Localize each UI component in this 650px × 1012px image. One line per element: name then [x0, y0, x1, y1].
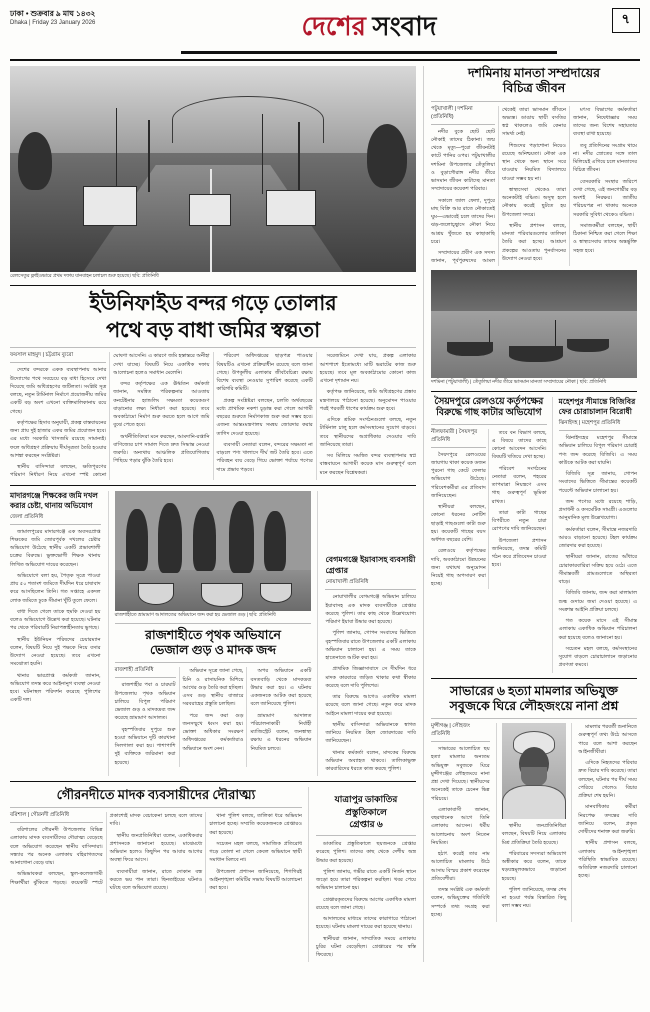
savar-col-1	[431, 723, 490, 922]
syedpur-body	[431, 429, 547, 589]
paragraph: সরেজমিনে দেখা যায়, প্রকল্প এলাকার আশপাশে ইতোমধ্যে মাটি ভরাটের কাজ শুরু হয়েছে। তবে মূল অবকাঠামোর কোনো কাজ এখনো দৃশ্যমান নয়।	[319, 353, 416, 385]
divider	[431, 391, 637, 392]
paragraph: পুলিশ জানায়, গোপন সংবাদের ভিত্তিতে বৃহস্পতিবার রাতে উপজেলার একটি এলাকায় অভিযান চালানো হয়। এ সময় তাকে হাতেনাতে আটক করা হয়।	[325, 630, 416, 662]
story-gournadi	[10, 787, 309, 962]
divider	[431, 424, 547, 425]
left-middle-block	[10, 491, 416, 777]
photo-boat-mast	[555, 320, 556, 346]
rajshahi-photo	[115, 491, 312, 611]
photo-boat	[567, 339, 609, 352]
divider	[431, 678, 637, 679]
rajshahi-body-text	[115, 667, 312, 767]
paragraph: স্থানীয় ইউনিয়ন পরিষদের চেয়ারম্যান বলেন, বিষয়টি নিয়ে দুই পক্ষকে নিয়ে বসার উদ্যোগ নেওয়া হয়েছে। তবে এখনো সমঝোতা হয়নি।	[10, 636, 101, 668]
paragraph: কর্তৃপক্ষ জানিয়েছে, জমি অধিগ্রহণের প্রস্তাব মন্ত্রণালয়ে পাঠানো হয়েছে। অনুমোদন পাওয়ার পরই পরবর্তী ধাপের কার্যক্রম শুরু হবে।	[319, 389, 416, 412]
rajshahi-body	[115, 667, 312, 767]
paragraph: বাধা দিতে গেলে তাকে হুমকি দেওয়া হয় বলেও অভিযোগে উল্লেখ করা হয়েছে। ঘটনার পর থেকে পরিবারটি নিরাপত্তাহীনতায় ভুগছে।	[10, 608, 101, 632]
photo-tree	[367, 124, 407, 188]
paragraph: থানা পুলিশ বলছে, তালিকা ধরে অভিযান চালানো হচ্ছে। সম্প্রতি কয়েকজনকে গ্রেপ্তারও করা হয়েছে।	[209, 813, 302, 836]
photo-riverbank	[431, 270, 637, 311]
masthead-logo	[150, 6, 588, 54]
masthead	[10, 8, 640, 61]
paragraph: উপজেলা প্রশাসন জানিয়েছে, তদন্ত কমিটি গঠন করে প্রতিবেদন চাওয়া হবে।	[491, 537, 547, 569]
paragraph: গত কয়েক মাসে এই সীমান্ত এলাকায় একাধিক অভিযান পরিচালনা করা হয়েছে বলেও জানানো হয়।	[558, 618, 637, 641]
paragraph: বরিশালের গৌরনদী উপজেলার বিভিন্ন এলাকায় মাদক ব্যবসায়ীদের দৌরাত্ম্য বেড়েছে বলে অভিযোগ করেছেন স্থানীয় বাসিন্দারা। সন্ধ্যার পর অনেক এলাকায় বহিরাগতদের আনাগোনা বেড়ে যায়।	[10, 827, 103, 867]
paragraph: সচেতন মহল বলছে, কর্মসংস্থানের সুযোগ বাড়লে চোরাচালানে জড়ানোর প্রবণতা কমবে।	[558, 645, 637, 669]
paragraph: তার বিরুদ্ধে আগেও একাধিক মামলা রয়েছে বলে জানা গেছে। নতুন করে মাদক আইনে মামলা দায়ের করা হয়েছে।	[325, 694, 416, 717]
paragraph: কর্তৃপক্ষের হিসাব অনুযায়ী, প্রকল্প বাস্তবায়নের জন্য প্রায় দুই হাজার একর জমির প্রয়োজন হবে। এর মধ্যে সরকারি খাসজমি রয়েছে সামান্যই। ফলে অধিগ্রহণ প্রক্রিয়ায় দীর্ঘসূত্রতা তৈরি হওয়ার আশঙ্কা করছেন সংশ্লিষ্টরা।	[10, 419, 107, 459]
jatrapur-headline-line1: যাত্রাপুর ডাকাতির	[334, 794, 398, 805]
paragraph: আদালতের মাধ্যমে তাদের কারাগারে পাঠানো হয়েছে। ঘটনায় মামলা দায়ের করা হয়েছে থানায়।	[316, 916, 416, 931]
divider	[431, 718, 637, 719]
right-middle-block	[431, 397, 637, 673]
paragraph: স্থানীয় বাসিন্দারা অভিযানকে স্বাগত জানিয়ে নিয়মিত টহল জোরদারের দাবি জানিয়েছেন।	[325, 721, 416, 745]
story-madarganj-body	[10, 528, 101, 705]
savar-portrait-photo	[502, 723, 567, 819]
savar-body-a	[431, 745, 490, 919]
savar-body-b	[502, 822, 567, 911]
paragraph: এদিকে শ্রমিক সংগঠনগুলো বলছে, নতুন টার্মিনাল চালু হলে কর্মসংস্থানের সুযোগ বাড়বে। তবে স্থানীয়দের অগ্রাধিকার দেওয়ার দাবি জানিয়েছে তারা।	[319, 417, 416, 448]
paragraph: পরিবেশ অধিদপ্তরের ছাড়পত্র পাওয়ার বিষয়টিও এখনো প্রক্রিয়াধীন রয়েছে বলে জানা গেছে। উপকূলীয় এলাকার জীববৈচিত্র্য রক্ষায় বিশেষ ব্যবস্থা নেওয়ার সুপারিশ করেছে একটি কারিগরি কমিটি।	[216, 353, 313, 393]
jatrapur-body	[316, 840, 416, 959]
paragraph: তদন্ত সংশ্লিষ্ট এক কর্মকর্তা বলেন, অভিযুক্তের গতিবিধি সম্পর্কে তথ্য সংগ্রহ করা হচ্ছে।	[431, 887, 490, 918]
paragraph: রাজশাহীর পবা ও চারঘাট উপজেলায় পৃথক অভিযান চালিয়ে বিপুল পরিমাণ ভেজাল গুড় ও মাদকদ্রব্য জব্দ করেছে ভ্রাম্যমাণ আদালত।	[114, 682, 176, 722]
logo-text	[150, 6, 588, 50]
paragraph: সাভারের আলোচিত ছয় হত্যা মামলার অন্যতম অভিযুক্ত সবুজকে ঘিরে মুন্সীগঞ্জের লৌহজংয়ে নানা প্রশ্ন দেখা দিয়েছে। স্থানীয়দের অনেকেই তাকে চেনেন ভিন্ন পরিচয়ে।	[431, 746, 490, 802]
mohespur-body	[559, 434, 637, 670]
paragraph: প্রকল্প সংশ্লিষ্টরা বলছেন, চলতি অর্থবছরের মধ্যে প্রাথমিক নকশা চূড়ান্ত করা গেলে আগামী বছরের শুরুতে নির্মাণকাজ শুরু করা সম্ভব হবে। এজন্য আন্তঃমন্ত্রণালয় সমন্বয় জোরদার করার তাগিদ দেওয়া হয়েছে।	[216, 397, 313, 437]
paragraph: পরিবারের সদস্যরা অভিযোগ অস্বীকার করে বলেন, তাকে ষড়যন্ত্রমূলকভাবে জড়ানো হয়েছে।	[501, 850, 567, 882]
lead-headline-line2: পথে বড় বাধা জমির স্বল্পতা	[105, 317, 321, 342]
left-bottom-block	[10, 787, 416, 962]
photo-person	[229, 501, 254, 573]
logo-word-right: সংবাদ	[372, 12, 437, 41]
paragraph: হঠাৎ করেই তার নাম আলোচিত মামলায় উঠে আসায় বিস্ময় প্রকাশ করেছেন প্রতিবেশীরা।	[431, 851, 490, 882]
date-bangla: ঢাকা • শুক্রবার ৯ মাঘ ১৪৩২	[10, 9, 96, 18]
dashmina-byline: পটুয়াখালী | দশমিনা (প্রতিনিধি)	[431, 106, 495, 125]
divider	[115, 623, 312, 624]
paragraph: পুলিশ জানায়, গভীর রাতে একটি নির্জন স্থানে জড়ো হয়ে তারা পরিকল্পনা করছিল। খবর পেয়ে অভিযান চালানো হয়।	[316, 868, 416, 892]
syedpur-byline: নীলফামারী | সৈয়দপুর প্রতিনিধি	[431, 429, 486, 448]
date-english: Dhaka | Friday 23 January 2026	[10, 20, 96, 27]
story-mohespur	[559, 397, 637, 673]
paragraph: ঝিনাইদহের মহেশপুর সীমান্তে অভিযান চালিয়ে বিপুল পরিমাণ চোরাই পণ্য জব্দ করেছে বিজিবি। এ সময় কাউকে আটক করা যায়নি।	[558, 435, 637, 466]
mohespur-byline: ঝিনাইদহ | মহেশপুর প্রতিনিধি	[559, 420, 637, 431]
story-jatrapur	[316, 787, 416, 962]
paragraph: দেশের বন্দরকে একক ব্যবস্থাপনায় আনার উদ্যোগের পথে সবচেয়ে বড় বাধা হিসেবে দেখা দিয়েছে জমি অধিগ্রহণের জটিলতা। সংশ্লিষ্ট সূত্র বলছে, নতুন টার্মিনাল নির্মাণে প্রয়োজনীয় জমির একটি বড় অংশ এখনো ব্যক্তিমালিকানায় রয়ে গেছে।	[10, 367, 107, 415]
divider	[316, 835, 416, 836]
paragraph: মামলার পরবর্তী শুনানিতে গুরুত্বপূর্ণ তথ্য উঠে আসতে পারে বলে আশা করছেন আইনজীবীরা।	[578, 724, 637, 755]
paragraph: ডাকাতির প্রস্তুতিকালে ছয়জনকে গ্রেপ্তার করেছে পুলিশ। তাদের কাছ থেকে দেশীয় অস্ত্র উদ্ধার করা হয়েছে।	[316, 841, 416, 864]
photo-pot	[260, 583, 292, 603]
paragraph: বেসরকারি সংস্থার জরিপে দেখা গেছে, এই জনগোষ্ঠীর বড় অংশই নিরক্ষর। জাতীয় পরিচয়পত্র না থাকায় অনেকে সরকারি সুবিধা থেকেও বঞ্চিত।	[573, 178, 637, 218]
lead-headline-line1: ইউনিফাইড বন্দর গড়ে তোলার	[89, 291, 337, 316]
paragraph: স্থানীয় বাসিন্দারা বলছেন, ক্ষতিপূরণের পরিমাণ নির্ধারণ নিয়ে এখনো স্পষ্ট কোনো ঘোষণা আসেনি। এ কারণে জমি হস্তান্তরে অনীহা দেখা যাচ্ছে। বিষয়টি নিয়ে একাধিক দফায় আলোচনা হলেও সমাধান মেলেনি।	[10, 353, 210, 479]
lead-body-text	[10, 352, 416, 479]
photo-pot	[138, 583, 174, 605]
dashmina-photo	[431, 270, 637, 378]
right-section	[423, 66, 637, 962]
photo-light-pole	[262, 114, 264, 194]
savar-body-c	[578, 723, 637, 881]
photo-person	[126, 509, 148, 571]
photo-boat	[509, 346, 563, 362]
paragraph: নোয়াখালীর বেগমগঞ্জে অভিযান চালিয়ে ইয়াবাসহ এক মাদক ব্যবসায়ীকে গ্রেপ্তার করেছে পুলিশ। তার কাছ থেকে উল্লেখযোগ্য পরিমাণ ইয়াবা উদ্ধার করা হয়েছে।	[325, 594, 416, 626]
logo-word-left: দেশের	[301, 12, 366, 41]
page-content	[10, 66, 640, 962]
paragraph: স্থানীয় প্রশাসন বলছে, এলাকায় আইনশৃঙ্খলা পরিস্থিতি স্বাভাবিক রয়েছে। অতিরিক্ত নজরদারি চালানো হচ্ছে।	[578, 840, 637, 880]
paragraph: অভিভাবকরা বলছেন, স্কুল-কলেজগামী শিক্ষার্থীরা ঝুঁকিতে পড়ছে। কয়েকটি স্পটে প্রকাশ্যেই মাদক বেচাকেনা চলছে বলে তাদের দাবি।	[10, 813, 203, 886]
paragraph: স্থানীয়রা জানান, রাতের আঁধারে চোরাকারবারিরা সক্রিয় হয়ে ওঠে। এতে সীমান্তবর্তী গ্রামগুলোতে অস্থিরতা বাড়ে।	[558, 554, 637, 586]
syedpur-body-text	[431, 429, 547, 589]
savar-headline-line1: সাভারের ৬ হত্যা মামলার অভিযুক্ত	[450, 683, 618, 698]
paragraph: শিশুদের পড়াশোনা নিয়েও রয়েছে অনিশ্চয়তা। নৌকা এক স্থান থেকে অন্য স্থানে সরে যাওয়ায় নিয়মিত বিদ্যালয়ে যাওয়া সম্ভব হয় না।	[502, 142, 566, 182]
paragraph: অর্থনীতিবিদরা মনে করছেন, আমদানি-রপ্তানি বাণিজ্যের চাপ সামাল দিতে দ্রুত সিদ্ধান্ত নেওয়া জরুরি। অন্যথায় আঞ্চলিক প্রতিযোগিতায় পিছিয়ে পড়ার ঝুঁকি তৈরি হবে।	[113, 433, 210, 465]
paragraph: গ্রেপ্তারকৃতদের বিরুদ্ধে আগের একাধিক মামলা রয়েছে বলে জানা গেছে।	[316, 896, 416, 911]
paragraph: থানার ভারপ্রাপ্ত কর্মকর্তা জানান, অভিযোগ তদন্ত করে আইনানুগ ব্যবস্থা নেওয়া হবে। ঘটনাস্থল পরিদর্শন করেছে পুলিশের একটি দল।	[10, 672, 101, 704]
paragraph: তারা কাটা গাছের বিপরীতে নতুন চারা রোপণের দাবি জানিয়েছেন।	[491, 509, 547, 533]
paragraph: স্থানীয়রা বলছেন, কোনো ধরনের নোটিশ ছাড়াই গাছগুলো কাটা শুরু হয়। কয়েকটি গাছের বয়স অর্ধশত বছরের বেশি।	[431, 504, 486, 544]
jatrapur-headline-line2: প্রস্তুতিকালে	[345, 806, 387, 817]
rajshahi-headline-line2: ভেজাল গুড় ও মাদক জব্দ	[149, 643, 277, 658]
divider	[115, 662, 312, 663]
paragraph: এদিকে নিহতদের পরিবার দ্রুত বিচার দাবি করেছে। তারা বলছেন, ঘটনার পর দীর্ঘ সময় পেরিয়ে গেলেও বিচার প্রক্রিয়া শেষ হয়নি।	[578, 760, 637, 800]
photo-person	[264, 511, 286, 571]
photo-boat-mast	[489, 320, 490, 342]
lead-body	[10, 352, 416, 479]
savar-byline: মুন্সীগঞ্জ | লৌহজং প্রতিনিধি	[431, 723, 490, 742]
paragraph: সব মিলিয়ে সমন্বিত বন্দর ব্যবস্থাপনার স্বপ্ন বাস্তবায়নে আগামী কয়েক মাস গুরুত্বপূর্ণ বলে মনে করছেন বিশ্লেষকরা।	[319, 453, 416, 476]
paragraph: বিজিবি সূত্র জানায়, গোপন সংবাদের ভিত্তিতে সীমান্তের কয়েকটি পয়েন্টে অভিযান চালানো হয়।	[558, 471, 637, 494]
story-madarganj-headline: মাদারগঞ্জে শিক্ষকের জমি দখল করার চেষ্টা, থানায় অভিযোগ	[10, 490, 98, 510]
divider	[10, 285, 416, 286]
story-madarganj-byline: জেলা প্রতিনিধি	[10, 514, 101, 525]
dashmina-body	[431, 106, 637, 266]
paragraph: রেলওয়ে কর্তৃপক্ষের দাবি, অবকাঠামো উন্নয়নের জন্য যথাযথ অনুমোদন নিয়েই গাছ অপসারণ করা হচ্ছে।	[431, 548, 486, 588]
paragraph: পরে জব্দ করা গুড় জনসম্মুখে ধ্বংস করা হয়। ভোক্তা অধিকার সংরক্ষণ অধিদপ্তরের কর্মকর্তারাও অভিযানে অংশ নেন।	[182, 712, 244, 752]
paragraph: জামালপুরের মাদারগঞ্জে এক অবসরপ্রাপ্ত শিক্ষকের জমি জোরপূর্বক দখলের চেষ্টার অভিযোগ উঠেছে স্থানীয় একটি প্রভাবশালী চক্রের বিরুদ্ধে। ভুক্তভোগী শিক্ষক থানায় লিখিত অভিযোগ দায়ের করেছেন।	[10, 528, 101, 568]
story-begumganj	[325, 491, 416, 777]
paragraph: সচেতন মহল বলছে, সামাজিক প্রতিরোধ গড়ে তোলা না গেলে কেবল অভিযানে স্থায়ী সমাধান মিলবে না।	[209, 840, 302, 864]
photo-boat	[447, 342, 493, 356]
savar-col-2	[496, 723, 573, 922]
paragraph: উপজেলা প্রশাসন জানিয়েছে, শিগগিরই আইনশৃঙ্খলা কমিটির সভায় বিষয়টি আলোচনা করা হবে।	[209, 868, 302, 892]
begumganj-headline: বেগমগঞ্জে ইয়াবাসহ ব্যবসায়ী গ্রেপ্তার	[325, 554, 416, 575]
paragraph: কর্মকর্তারা বলেন, সীমান্তে নজরদারি আরও বাড়ানো হয়েছে। টহল কার্যক্রম জোরদার করা হয়েছে।	[558, 526, 637, 550]
gournadi-headline: গৌরনদীতে মাদক ব্যবসায়ীদের দৌরাত্ম্য	[56, 787, 256, 803]
divider	[10, 485, 416, 486]
paragraph: অভিযোগে বলা হয়, পৈতৃক সূত্রে পাওয়া প্রায় ৫০ শতাংশ জমিতে দীর্ঘদিন ধরে চাষাবাদ করে আসছিলেন তিনি। গত সপ্তাহে একদল লোক জমিতে ঢুকে সীমানা খুঁটি তুলে ফেলে।	[10, 572, 101, 604]
begumganj-body	[325, 593, 416, 773]
paragraph: অপর অভিযানে একটি বসতবাড়ি থেকে মাদকদ্রব্য উদ্ধার করা হয়। এ ঘটনায় একজনকে আটক করা হয়েছে বলে জানিয়েছে পুলিশ।	[250, 668, 312, 708]
paragraph: স্থানীয় জনপ্রতিনিধিরা বলছেন, বিষয়টি নিয়ে এলাকায় মিশ্র প্রতিক্রিয়া তৈরি হয়েছে।	[501, 823, 567, 846]
paragraph: ভ্রাম্যমাণ আদালত পরিচালনাকারী নির্বাহী ম্যাজিস্ট্রেট বলেন, জনস্বাস্থ্য রক্ষায় এ ধরনের অভিযান নিয়মিত চলবে।	[250, 712, 312, 752]
lead-byline: ফয়সাল মাহমুদ | চট্টগ্রাম ব্যুরো	[10, 352, 106, 363]
gournadi-byline: বরিশাল | গৌরনদী প্রতিনিধি	[10, 812, 103, 823]
photo-light-pole	[298, 122, 300, 192]
paragraph: মৎস্য বিভাগের কর্মকর্তারা জানান, নিষেধাজ্ঞার সময় তাদের জন্য বিশেষ সহায়তার ব্যবস্থা রাখা হয়েছে।	[573, 106, 637, 138]
savar-block	[431, 723, 637, 922]
photo-truck	[189, 194, 231, 226]
mohespur-headline-line2: ফের চোরাচালান বিরোধী	[558, 406, 632, 416]
logo-underline	[181, 51, 558, 54]
photo-bridge-arch	[172, 96, 324, 143]
photo-truck	[83, 186, 137, 226]
paragraph: অভিযান সূত্রে জানা গেছে, চিনি ও রাসায়নিক মিশিয়ে আখের গুড় তৈরি করা হচ্ছিল। এসব গুড় স্থানীয় বাজারে সরবরাহের প্রস্তুতি চলছিল।	[182, 668, 244, 708]
dashmina-photo-caption: দশমিনা (পটুয়াখালী) | তেঁতুলিয়া নদীর তীরে ভাসমান মানতা সম্প্রদায়ের নৌকা | ছবি: প্রতিনিধি	[431, 379, 607, 385]
paragraph: থানার কর্মকর্তা বলেন, মাদকের বিরুদ্ধে অভিযান অব্যাহত থাকবে। তালিকাভুক্ত কারবারিদের ধরতে কাজ করছে পুলিশ।	[325, 749, 416, 773]
paragraph: ব্যবসায়ীরা জানান, রাতে দোকান বন্ধ করতে ভয় পান তারা। ছিনতাইয়ের ঘটনাও ঘটছে বলে অভিযোগ রয়েছে।	[109, 868, 203, 892]
story-syedpur	[431, 397, 553, 673]
paragraph: ব্যবসায়ী নেতারা বলেন, বন্দরের সক্ষমতা না বাড়লে পণ্য খালাসে দীর্ঘ জট তৈরি হবে। এতে পরিবহন ব্যয় বেড়ে গিয়ে ভোক্তা পর্যায়ে পণ্যের দামে প্রভাব পড়বে।	[216, 441, 313, 473]
paragraph: বিজিবি জানায়, জব্দ করা মালামাল শুল্ক গুদামে জমা দেওয়া হয়েছে। এ সংক্রান্ত আইনি প্রক্রিয়া চলছে।	[558, 590, 637, 613]
savar-col-3	[578, 723, 637, 922]
paragraph: প্রাথমিক জিজ্ঞাসাবাদে সে দীর্ঘদিন ধরে মাদক কারবারে জড়িত থাকার কথা স্বীকার করেছে বলে দাবি পুলিশের।	[325, 666, 416, 689]
dashmina-body-text	[431, 106, 637, 266]
lead-photo	[10, 66, 416, 272]
rajshahi-headline-line1: রাজশাহীতে পৃথক অভিযানে	[145, 627, 281, 642]
story-madarganj	[10, 491, 101, 777]
mohespur-headline-line1: মহেশপুর সীমান্তে বিজিবির	[558, 396, 636, 406]
paragraph: স্থানীয় প্রশাসন বলছে, মানতা পরিবারগুলোর তালিকা তৈরি করা হচ্ছে। আশ্রয়ণ প্রকল্পের আওতায় পুনর্বাসনের উদ্যোগ নেওয়া হবে।	[502, 222, 566, 262]
rajshahi-byline: রাজশাহী প্রতিনিধি	[115, 667, 176, 678]
paragraph: এলাকাবাসী জানান, বছরখানেক আগে তিনি এলাকায় আসেন। ধর্মীয় আলোচনায় অংশ নিতেন নিয়মিত।	[431, 806, 490, 846]
photo-torso	[502, 785, 566, 819]
jatrapur-headline-line3: গ্রেপ্তার ৬	[349, 819, 383, 830]
begumganj-byline: নোয়াখালী প্রতিনিধি	[325, 579, 416, 590]
photo-tree	[18, 132, 52, 190]
paragraph: নদীর বুকে ছোট ছোট নৌকাই তাদের ঠিকানা। জন্ম থেকে মৃত্যু—পুরো জীবনটাই কাটে পানির ওপর। পটুয়াখালীর দশমিনা উপজেলার তেঁতুলিয়া ও বুড়াগৌরাঙ্গ নদীর তীরে ভাসমান জীবন কাটাচ্ছে মানতা সম্প্রদায়ের কয়েকশ পরিবার।	[431, 128, 495, 193]
masthead-page-block	[588, 8, 640, 33]
gournadi-body-text	[10, 812, 302, 892]
photo-pot	[201, 583, 243, 607]
paragraph: তবে বন বিভাগ বলছে, এ বিষয়ে তাদের কাছে কোনো আবেদন আসেনি। বিষয়টি খতিয়ে দেখা হচ্ছে।	[491, 429, 547, 461]
divider	[10, 807, 302, 808]
paragraph: পরিবেশ সংগঠনের নেতারা বলেন, শহরের তাপমাত্রা নিয়ন্ত্রণে এসব গাছ গুরুত্বপূর্ণ ভূমিকা রাখত।	[491, 465, 547, 505]
photo-person	[158, 503, 182, 573]
photo-light-pole	[148, 120, 150, 192]
paragraph: বৃহস্পতিবার দুপুরে শুরু হওয়া অভিযানে দুটি কারখানা সিলগালা করা হয়। পাশাপাশি দুই ব্যক্তিকে জরিমানা করা হয়েছে।	[114, 726, 176, 766]
divider	[10, 347, 416, 348]
paragraph: সৈয়দপুরে রেলওয়ের জায়গায় থাকা কয়েক ডজন পুরনো গাছ কেটে ফেলার অভিযোগ উঠেছে। পরিবেশকর্মীরা এর প্রতিবাদ জানিয়েছেন।	[431, 451, 486, 499]
paragraph: স্থানীয় জনপ্রতিনিধিরা বলেন, একাধিকবার প্রশাসনকে জানানো হয়েছে। মাঝেমধ্যে অভিযান হলেও কিছুদিন পর আবার আগের অবস্থা ফিরে আসে।	[109, 832, 203, 864]
paragraph: সম্প্রদায়ের প্রবীণ এক সদস্য জানান, পূর্বপুরুষদের আমল থেকেই তারা ভাসমান জীবনে অভ্যস্ত। ডাঙায় স্থায়ী বসতির স্বপ্ন থাকলেও জমি কেনার সামর্থ্য নেই।	[431, 106, 566, 265]
lead-photo-caption: রেলসেতুর ফ্লাইওভারে প্রথম দফায় যানবাহন চলাচল শুরু হয়েছে। ছবি: প্রতিনিধি	[10, 274, 159, 279]
photo-light-pole	[116, 108, 118, 194]
left-section	[10, 66, 416, 962]
masthead-date-block	[10, 8, 150, 28]
photo-person	[193, 507, 216, 571]
syedpur-headline-line2: বিরুদ্ধে গাছ কাটার অভিযোগ	[436, 408, 542, 419]
paragraph: জব্দ পণ্যের মধ্যে রয়েছে শাড়ি, প্রসাধনী ও কসমেটিক সামগ্রী। এগুলোর আনুমানিক মূল্য উল্লেখযোগ্য।	[558, 498, 637, 522]
divider	[431, 101, 637, 102]
paragraph: স্থানীয়রা জানান, সাম্প্রতিক সময়ে এলাকায় চুরির ঘটনা বেড়েছিল। গ্রেপ্তারের পর স্বস্তি ফিরেছে।	[316, 935, 416, 959]
photo-beard	[521, 767, 547, 787]
divider	[10, 781, 416, 782]
dashmina-headline-line1: দশমিনায় মানতা সম্প্রদায়ের	[467, 66, 601, 80]
paragraph: মানবাধিকার কর্মীরা নিরপেক্ষ তদন্তের দাবি জানিয়ে বলেন, প্রকৃত দোষীদের শনাক্ত করা জরুরি।	[578, 804, 637, 836]
paragraph: বন্দর কর্তৃপক্ষের এক ঊর্ধ্বতন কর্মকর্তা জানান, সমন্বিত পরিকল্পনার আওতায় কনটেইনার হ্যান্ডলিং সক্ষমতা কয়েকগুণ বাড়ানোর লক্ষ্য নির্ধারণ করা হয়েছে। তবে অবকাঠামো নির্মাণ শুরু করতে হলে আগে জমি বুঝে পেতে হবে।	[113, 381, 210, 429]
dashmina-headline-line2: বিচিত্র জীবন	[502, 81, 566, 96]
photo-truck	[266, 190, 316, 226]
paragraph: তবু প্রতিদিনের সংগ্রাম থামে না। নদীর স্রোতের সঙ্গে তাল মিলিয়েই এগিয়ে চলে মানতাদের বিচিত্র জীবন।	[573, 142, 637, 174]
paragraph: সমাজকর্মীরা বলছেন, স্থায়ী ঠিকানা নিশ্চিত করা গেলে শিক্ষা ও স্বাস্থ্যসেবায় তাদের অন্তর্ভুক্তি সহজ হবে।	[573, 222, 637, 254]
paragraph: সকালে জাল ফেলা, দুপুরে মাছ বিক্রি আর রাতে নৌকাতেই ঘুম—এভাবেই চলে তাদের দিন। ঝড়-জলোচ্ছ্বাসে নৌকা নিয়ে আশ্রয় খুঁজতে হয় কাছাকাছি চরে।	[431, 197, 495, 245]
gournadi-body	[10, 812, 302, 892]
page-number: ৭	[612, 8, 640, 33]
savar-headline-line2: সবুজকে ঘিরে লৌহজংয়ে নানা প্রশ্ন	[449, 698, 619, 713]
story-rajshahi	[108, 491, 319, 777]
rajshahi-photo-caption: রাজশাহীতে ভ্রাম্যমাণ আদালতের অভিযানে জব্দ করা হয় ভেজাল গুড় | ছবি: প্রতিনিধি	[114, 612, 276, 618]
paragraph: পুলিশ জানিয়েছে, তদন্ত শেষ না হওয়া পর্যন্ত বিস্তারিত কিছু বলা সম্ভব নয়।	[501, 886, 567, 910]
syedpur-headline-line1: সৈয়দপুরে রেলওয়ে কর্তৃপক্ষের	[434, 396, 544, 407]
paragraph: স্বাস্থ্যসেবা থেকেও তারা অনেকটাই বঞ্চিত। অসুস্থ হলে নৌকায় করেই ছুটতে হয় উপজেলা সদরে।	[502, 186, 566, 218]
